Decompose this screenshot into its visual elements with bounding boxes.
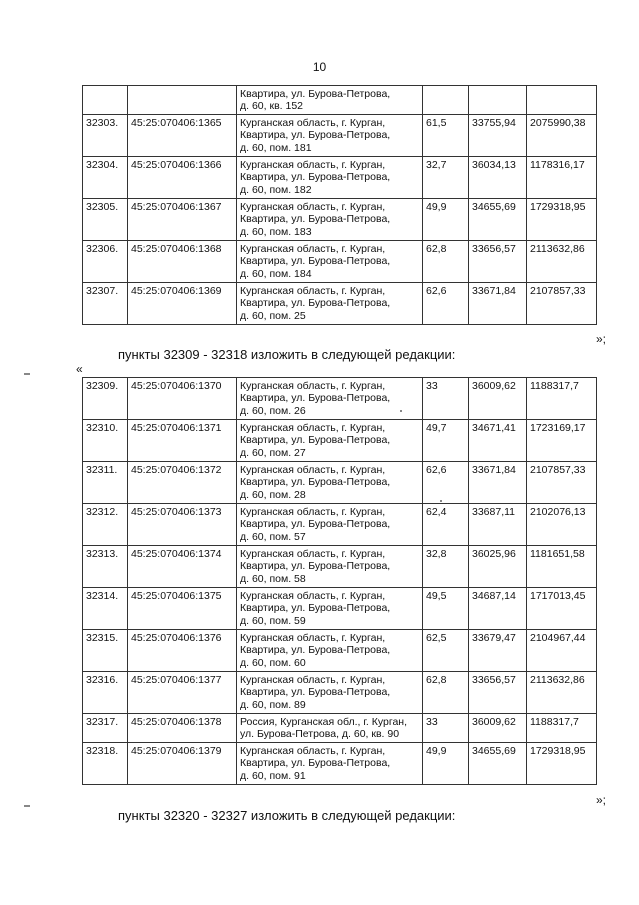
- cell-area: 61,5: [423, 115, 469, 157]
- cell-total: 1729318,95: [527, 199, 597, 241]
- cell-cadastral: 45:25:070406:1370: [128, 378, 237, 420]
- cell-area: 33: [423, 714, 469, 743]
- cell-area: 62,4: [423, 504, 469, 546]
- table-row: [83, 199, 597, 241]
- cell-cadastral: 45:25:070406:1371: [128, 420, 237, 462]
- cell-num: 32316.: [83, 672, 128, 714]
- cell-num: 32306.: [83, 241, 128, 283]
- property-table-amended: [82, 377, 597, 785]
- cell-cadastral: 45:25:070406:1368: [128, 241, 237, 283]
- cell-cadastral: 45:25:070406:1372: [128, 462, 237, 504]
- table-row: [83, 714, 597, 743]
- cell-cadastral: 45:25:070406:1376: [128, 630, 237, 672]
- amendment-instruction-2: пункты 32320 - 32327 изложить в следующей редакции:: [118, 808, 456, 823]
- cell-cadastral: 45:25:070406:1366: [128, 157, 237, 199]
- cell-area: 32,8: [423, 546, 469, 588]
- cell-total: 1188317,7: [527, 378, 597, 420]
- cell-price: 33679,47: [469, 630, 527, 672]
- scan-speck: [24, 373, 30, 375]
- table-row: [83, 378, 597, 420]
- cell-total: 1723169,17: [527, 420, 597, 462]
- cell-cadastral: 45:25:070406:1367: [128, 199, 237, 241]
- cell-total: 1178316,17: [527, 157, 597, 199]
- cell-address: Курганская область, г. Курган, Квартира, ул. Бурова-Петрова, д. 60, пом. 181: [237, 115, 423, 157]
- cell-address: Курганская область, г. Курган, Квартира, ул. Бурова-Петрова, д. 60, пом. 27: [237, 420, 423, 462]
- table-row: [83, 588, 597, 630]
- cell-area: 62,8: [423, 241, 469, 283]
- cell-total: 1717013,45: [527, 588, 597, 630]
- cell-price: 34687,14: [469, 588, 527, 630]
- amendment-instruction-1: пункты 32309 - 32318 изложить в следующей редакции:: [118, 347, 456, 362]
- cell-price: 33671,84: [469, 283, 527, 325]
- cell-total: 2113632,86: [527, 241, 597, 283]
- cell-total: 2104967,44: [527, 630, 597, 672]
- cell-address: Курганская область, г. Курган, Квартира, ул. Бурова-Петрова, д. 60, пом. 91: [237, 743, 423, 785]
- cell-num: 32313.: [83, 546, 128, 588]
- cell-price: 36009,62: [469, 714, 527, 743]
- table-row: [83, 157, 597, 199]
- cell-area: 62,6: [423, 283, 469, 325]
- table-row: [83, 546, 597, 588]
- cell-price: 36034,13: [469, 157, 527, 199]
- cell-total: 2107857,33: [527, 283, 597, 325]
- cell-price: 36009,62: [469, 378, 527, 420]
- cell-address: Россия, Курганская обл., г. Курган, ул. Бурова-Петрова, д. 60, кв. 90: [237, 714, 423, 743]
- cell-num: 32318.: [83, 743, 128, 785]
- cell-area: 62,8: [423, 672, 469, 714]
- cell-cadastral: 45:25:070406:1365: [128, 115, 237, 157]
- table-row: [83, 115, 597, 157]
- table-row: [83, 630, 597, 672]
- table-row: [83, 86, 597, 115]
- cell-price: 33671,84: [469, 462, 527, 504]
- scan-speck: [440, 500, 442, 502]
- cell-price: 33656,57: [469, 241, 527, 283]
- cell-total: 2075990,38: [527, 115, 597, 157]
- opening-quote: «: [76, 362, 83, 376]
- cell-price: [469, 86, 527, 115]
- table-row: [83, 743, 597, 785]
- cell-total: [527, 86, 597, 115]
- cell-address: Курганская область, г. Курган, Квартира, ул. Бурова-Петрова, д. 60, пом. 184: [237, 241, 423, 283]
- cell-area: 33: [423, 378, 469, 420]
- cell-address: Курганская область, г. Курган, Квартира, ул. Бурова-Петрова, д. 60, пом. 89: [237, 672, 423, 714]
- cell-price: 34671,41: [469, 420, 527, 462]
- cell-cadastral: [128, 86, 237, 115]
- cell-total: 1181651,58: [527, 546, 597, 588]
- cell-num: 32315.: [83, 630, 128, 672]
- cell-address: Курганская область, г. Курган, Квартира, ул. Бурова-Петрова, д. 60, пом. 59: [237, 588, 423, 630]
- cell-address: Курганская область, г. Курган, Квартира, ул. Бурова-Петрова, д. 60, пом. 28: [237, 462, 423, 504]
- cell-cadastral: 45:25:070406:1374: [128, 546, 237, 588]
- cell-num: 32312.: [83, 504, 128, 546]
- cell-area: 49,7: [423, 420, 469, 462]
- cell-price: 33687,11: [469, 504, 527, 546]
- table-row: [83, 283, 597, 325]
- cell-area: 32,7: [423, 157, 469, 199]
- cell-price: 36025,96: [469, 546, 527, 588]
- cell-price: 33656,57: [469, 672, 527, 714]
- cell-total: 1188317,7: [527, 714, 597, 743]
- cell-price: 34655,69: [469, 743, 527, 785]
- table-row: [83, 462, 597, 504]
- cell-price: 33755,94: [469, 115, 527, 157]
- cell-num: 32305.: [83, 199, 128, 241]
- cell-area: 49,5: [423, 588, 469, 630]
- cell-num: 32304.: [83, 157, 128, 199]
- cell-address: Курганская область, г. Курган, Квартира, ул. Бурова-Петрова, д. 60, пом. 26: [237, 378, 423, 420]
- cell-num: 32303.: [83, 115, 128, 157]
- cell-total: 2113632,86: [527, 672, 597, 714]
- page-number: 10: [312, 60, 327, 74]
- cell-num: [83, 86, 128, 115]
- cell-cadastral: 45:25:070406:1375: [128, 588, 237, 630]
- cell-address: Курганская область, г. Курган, Квартира, ул. Бурова-Петрова, д. 60, пом. 182: [237, 157, 423, 199]
- cell-address: Курганская область, г. Курган, Квартира, ул. Бурова-Петрова, д. 60, пом. 60: [237, 630, 423, 672]
- cell-total: 1729318,95: [527, 743, 597, 785]
- closing-quote-2: »;: [596, 793, 607, 807]
- cell-area: 62,6: [423, 462, 469, 504]
- cell-price: 34655,69: [469, 199, 527, 241]
- cell-num: 32317.: [83, 714, 128, 743]
- scan-speck: [24, 805, 30, 807]
- cell-num: 32314.: [83, 588, 128, 630]
- cell-address: Курганская область, г. Курган, Квартира, ул. Бурова-Петрова, д. 60, пом. 58: [237, 546, 423, 588]
- scan-speck: [400, 410, 402, 412]
- property-table-continued: [82, 85, 597, 325]
- cell-cadastral: 45:25:070406:1373: [128, 504, 237, 546]
- cell-address: Курганская область, г. Курган, Квартира, ул. Бурова-Петрова, д. 60, пом. 183: [237, 199, 423, 241]
- table-row: [83, 672, 597, 714]
- cell-cadastral: 45:25:070406:1379: [128, 743, 237, 785]
- cell-num: 32311.: [83, 462, 128, 504]
- cell-cadastral: 45:25:070406:1378: [128, 714, 237, 743]
- cell-address: Курганская область, г. Курган, Квартира, ул. Бурова-Петрова, д. 60, пом. 57: [237, 504, 423, 546]
- table-row: [83, 504, 597, 546]
- cell-total: 2107857,33: [527, 462, 597, 504]
- cell-total: 2102076,13: [527, 504, 597, 546]
- cell-num: 32309.: [83, 378, 128, 420]
- table-row: [83, 241, 597, 283]
- cell-num: 32307.: [83, 283, 128, 325]
- cell-address: Курганская область, г. Курган, Квартира, ул. Бурова-Петрова, д. 60, пом. 25: [237, 283, 423, 325]
- cell-cadastral: 45:25:070406:1369: [128, 283, 237, 325]
- closing-quote-1: »;: [596, 332, 607, 346]
- cell-num: 32310.: [83, 420, 128, 462]
- cell-cadastral: 45:25:070406:1377: [128, 672, 237, 714]
- table-row: [83, 420, 597, 462]
- cell-address: Квартира, ул. Бурова-Петрова, д. 60, кв. 152: [237, 86, 423, 115]
- cell-area: 49,9: [423, 199, 469, 241]
- cell-area: 49,9: [423, 743, 469, 785]
- cell-area: [423, 86, 469, 115]
- cell-area: 62,5: [423, 630, 469, 672]
